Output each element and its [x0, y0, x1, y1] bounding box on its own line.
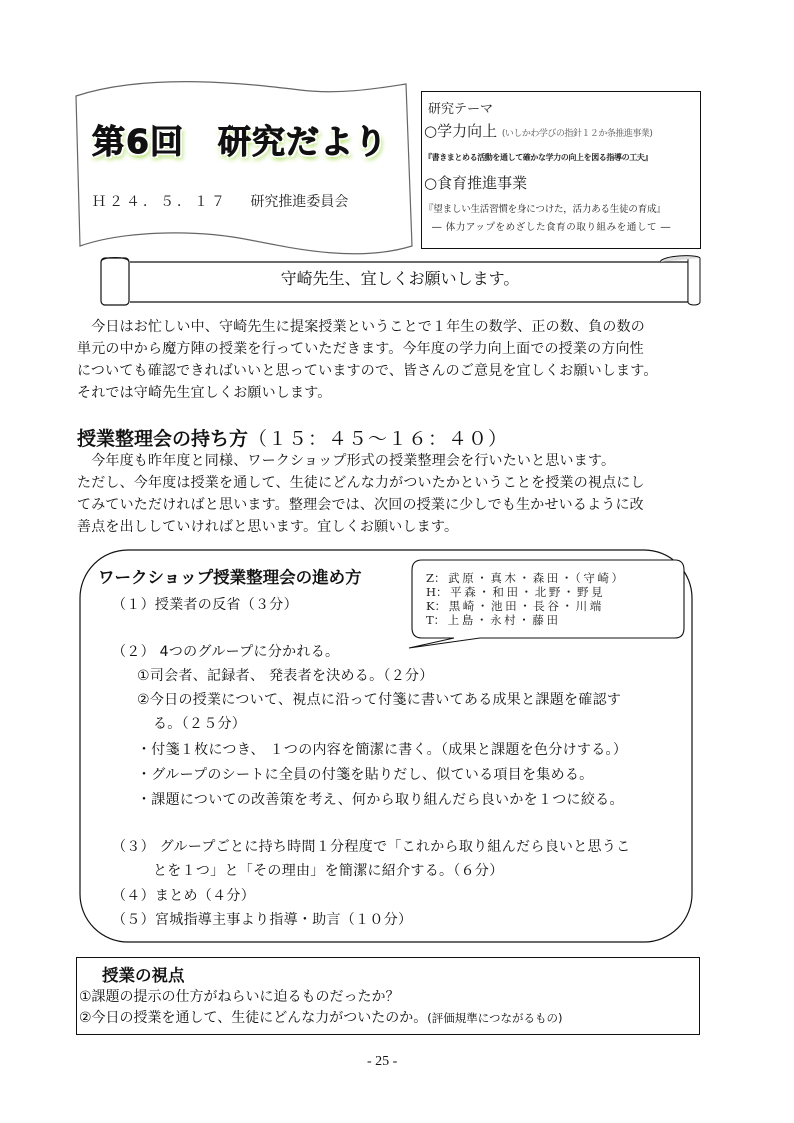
step-2: （２） 4つのグループに分かれる。: [112, 644, 340, 660]
group-members: ：上島・永村・藤田: [433, 613, 561, 627]
step-3: （３） グループごとに持ち時間１分程度で「これから取り組んだら良いと思うこ: [112, 839, 631, 855]
newsletter-title: 第6回 研究だより: [92, 122, 388, 161]
step-2-bullet-1: ・付箋１枚につき、 １つの内容を簡潔に書く。（成果と課題を色分けする。）: [137, 742, 628, 758]
page-number: - 25 -: [367, 1054, 398, 1069]
step-2-sub-2: ②今日の授業について、視点に沿って付箋に書いてある成果と課題を確認す: [137, 692, 622, 708]
group-members: ：黒崎・池田・長谷・川端: [434, 599, 604, 613]
theme-item-academic-note: (いしかわ学びの指針１２か条推進事業): [501, 129, 653, 139]
section-heading-text: 授業整理会の持ち方: [77, 428, 249, 450]
group-row: [426, 600, 604, 613]
step-2-bullet-3: ・課題についての改善策を考え、何から取り組んだら良いかを１つに絞る。: [137, 792, 624, 808]
issue-info: [92, 191, 348, 211]
section-line: 今年度も昨年度と同様、ワークショップ形式の授業整理会を行いたいと思います。: [77, 453, 616, 469]
step-4: （４）まとめ（４分）: [112, 888, 255, 904]
viewpoint-line-2-note: (評価規準につながるもの): [427, 1011, 563, 1025]
group-key: Z: [426, 571, 434, 585]
banner-text: 守崎先生、宜しくお願いします。: [280, 269, 520, 288]
theme-heading: 研究テーマ: [428, 102, 494, 117]
step-3-cont: とを１つ」と「その理由」を簡潔に紹介する。（６分）: [153, 863, 504, 879]
section-time: （１５：４５～１６：４０）: [248, 428, 509, 450]
theme-item-academic-label: ○学力向上: [424, 122, 498, 140]
group-key: T: [426, 613, 434, 627]
section-paragraph: [77, 450, 727, 538]
intro-line: 今日はお忙しい中、守崎先生に提案授業ということで１年生の数学、正の数、負の数の: [77, 319, 645, 335]
section-heading: [77, 424, 508, 451]
step-2-sub-1: ①司会者、記録者、 発表者を決める。（２分）: [137, 668, 434, 684]
issue-date: Ｈ２４．５．１７: [92, 194, 228, 210]
flag-frame: [76, 82, 412, 254]
viewpoint-title: 授業の視点: [102, 966, 185, 985]
section-line: 善点を出ししていければと思います。宜しくお願いします。: [77, 519, 459, 535]
viewpoint-line-2-text: ②今日の授業を通して、生徒にどんな力がついたのか。: [79, 1010, 428, 1026]
group-row: [426, 614, 561, 627]
section-line: てみていただければと思います。整理会では、次回の授業に少しでも生かせいるように改: [77, 497, 644, 513]
lesson-viewpoint-box: [76, 957, 700, 1035]
step-2-sub-2-cont: る。（２５分）: [153, 716, 247, 732]
step-5: （５）宮城指導主事より指導・助言（１０分）: [112, 912, 413, 928]
group-members: ：平森・和田・北野・野見: [436, 585, 606, 599]
group-row: [426, 586, 605, 599]
theme-item-food-subtitle: ― 体力アップをめざした食育の取り組みを通して ―: [432, 222, 671, 233]
theme-item-academic-quote: 『書きまとめる活動を通して確かな学力の向上を図る指導の工夫』: [424, 153, 652, 162]
step-1: （１）授業者の反省（３分）: [112, 597, 298, 613]
group-key: K: [426, 599, 435, 613]
committee-name: 研究推進委員会: [250, 194, 349, 210]
workshop-title: ワークショップ授業整理会の進め方: [98, 568, 362, 587]
intro-line: それでは守崎先生宜しくお願いします。: [77, 385, 332, 401]
viewpoint-line-2: [79, 1007, 563, 1027]
theme-item-food-quote: 『望ましい生活習慣を身につけた，活力ある生徒の育成』: [424, 204, 666, 215]
research-theme-box: [421, 91, 701, 249]
viewpoint-line-1: ①課題の提示の仕方がねらいに迫るものだったか？: [79, 989, 400, 1005]
step-2-bullet-2: ・グループのシートに全員の付箋を貼りだし、似ている項目を集める。: [137, 767, 594, 783]
group-row: [426, 572, 626, 585]
section-line: ただし、今年度は授業を通して、生徒にどんな力がついたかということを授業の視点にし: [77, 475, 645, 491]
intro-line: についても確認できればいいと思っていますので、皆さんのご意見を宜しくお願いします。: [77, 363, 658, 379]
theme-item-academic: [424, 120, 652, 141]
group-members: ：武原・真木・森田・（守崎）: [434, 571, 626, 585]
theme-item-food-label: ○食育推進事業: [424, 174, 528, 192]
intro-paragraph: [77, 316, 727, 404]
intro-line: 単元の中から魔方陣の授業を行っていただきます。今年度の学力向上面での授業の方向性: [77, 341, 644, 357]
group-key: H: [426, 585, 437, 599]
